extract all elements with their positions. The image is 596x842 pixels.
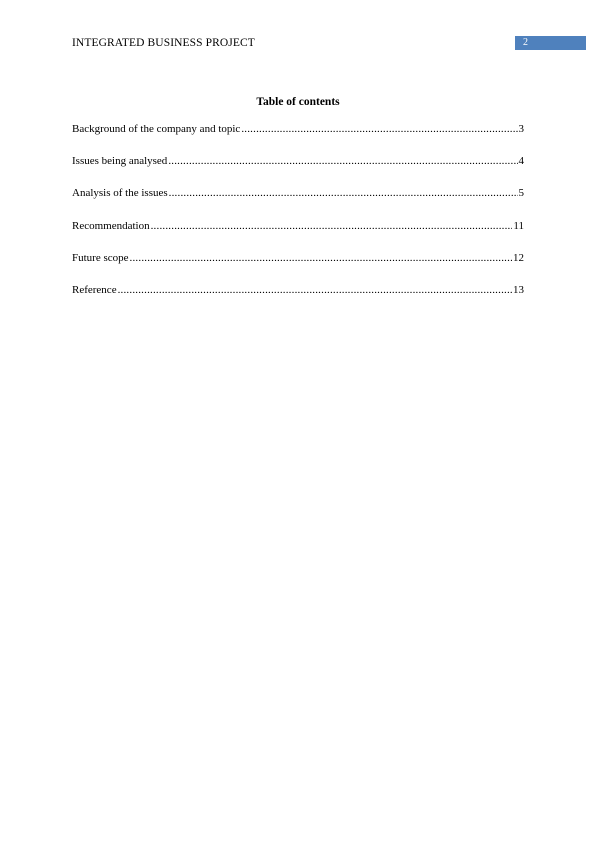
toc-entry-label: Reference <box>72 283 117 296</box>
toc-entry-page: 11 <box>513 219 524 232</box>
toc-entry-page: 12 <box>513 251 524 264</box>
toc-entry-future-scope[interactable] <box>72 252 524 268</box>
dot-leader <box>118 284 512 296</box>
toc-entry-label: Recommendation <box>72 219 150 232</box>
toc-entry-label: Background of the company and topic <box>72 123 241 135</box>
page-number-badge: 2 <box>515 36 586 50</box>
toc-entry-label: Issues being analysed <box>72 155 168 168</box>
table-of-contents <box>72 123 524 316</box>
toc-entry-page: 13 <box>513 283 524 296</box>
dot-leader <box>168 155 517 167</box>
toc-entry-recommendation[interactable] <box>72 220 524 236</box>
toc-entry-page: 3 <box>518 123 524 135</box>
dot-leader <box>151 220 513 232</box>
toc-entry-issues[interactable] <box>72 155 524 171</box>
toc-entry-analysis[interactable] <box>72 187 524 203</box>
toc-entry-label: Analysis of the issues <box>72 187 168 200</box>
dot-leader <box>241 123 517 135</box>
toc-entry-background[interactable] <box>72 123 524 139</box>
toc-entry-label: Future scope <box>72 251 129 264</box>
toc-entry-page: 5 <box>518 187 524 200</box>
running-header-title: INTEGRATED BUSINESS PROJECT <box>72 37 255 49</box>
toc-entry-page: 4 <box>518 155 524 168</box>
dot-leader <box>130 252 512 264</box>
dot-leader <box>169 187 518 199</box>
toc-entry-reference[interactable] <box>72 284 524 300</box>
toc-heading: Table of contents <box>256 96 340 108</box>
